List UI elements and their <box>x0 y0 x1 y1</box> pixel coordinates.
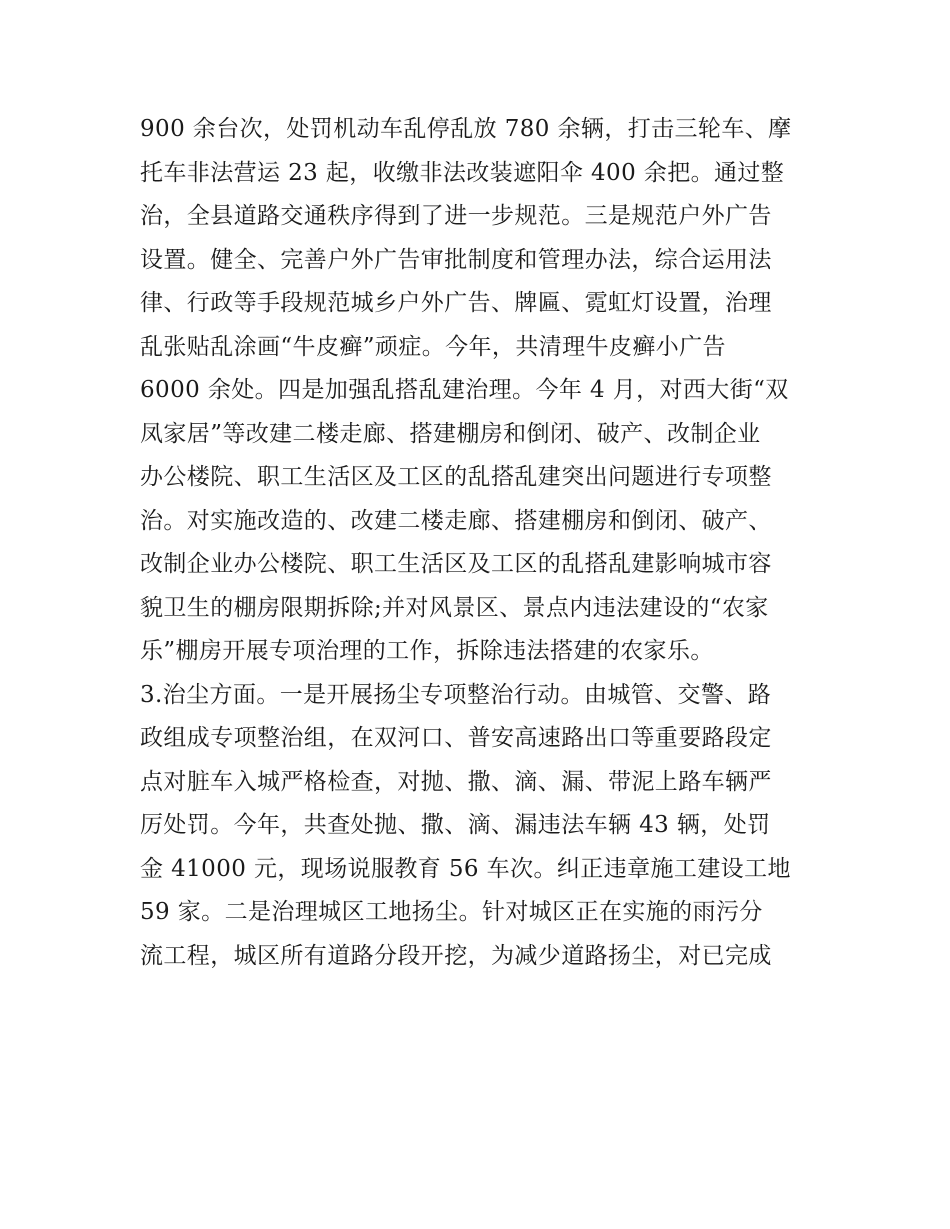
text-line: 凤家居”等改建二楼走廊、搭建棚房和倒闭、破产、改制企业 <box>140 420 761 447</box>
text-line: 6000 余处。四是加强乱搭乱建治理。今年 4 月，对西大街“双 <box>140 377 789 403</box>
text-line: 乐”棚房开展专项治理的工作，拆除违法搭建的农家乐。 <box>140 638 714 664</box>
text-line: 改制企业办公楼院、职工生活区及工区的乱搭乱建影响城市容 <box>140 551 772 577</box>
text-line: 900 余台次，处罚机动车乱停乱放 780 余辆，打击三轮车、摩 <box>140 116 792 142</box>
text-line: 律、行政等手段规范城乡户外广告、牌匾、霓虹灯设置，治理 <box>140 290 772 316</box>
text-line: 59 家。二是治理城区工地扬尘。针对城区正在实施的雨污分 <box>140 899 763 925</box>
text-line: 治，全县道路交通秩序得到了进一步规范。三是规范户外广告 <box>140 203 772 229</box>
text-line: 厉处罚。今年，共查处抛、撒、滴、漏违法车辆 43 辆，处罚 <box>140 812 771 838</box>
text-line: 点对脏车入城严格检查，对抛、撒、滴、漏、带泥上路车辆严 <box>140 768 772 795</box>
text-line: 治。对实施改造的、改建二楼走廊、搭建棚房和倒闭、破产、 <box>140 507 772 534</box>
text-line: 金 41000 元，现场说服教育 56 车次。纠正违章施工建设工地 <box>140 855 791 882</box>
text-line: 政组成专项整治组，在双河口、普安高速路出口等重要路段定 <box>140 725 772 751</box>
text-line: 乱张贴乱涂画“牛皮癣”顽症。今年，共清理牛皮癣小广告 <box>140 333 726 360</box>
body-text <box>140 108 820 978</box>
text-line: 3.治尘方面。一是开展扬尘专项整治行动。由城管、交警、路 <box>140 681 772 708</box>
text-line: 貌卫生的棚房限期拆除;并对风景区、景点内违法建设的“农家 <box>140 594 769 621</box>
text-line: 办公楼院、职工生活区及工区的乱搭乱建突出问题进行专项整 <box>140 464 772 490</box>
text-line: 流工程，城区所有道路分段开挖，为减少道路扬尘，对已完成 <box>140 942 772 969</box>
text-line: 设置。健全、完善户外广告审批制度和管理办法，综合运用法 <box>140 246 772 273</box>
text-line: 托车非法营运 23 起，收缴非法改装遮阳伞 400 余把。通过整 <box>140 159 785 186</box>
